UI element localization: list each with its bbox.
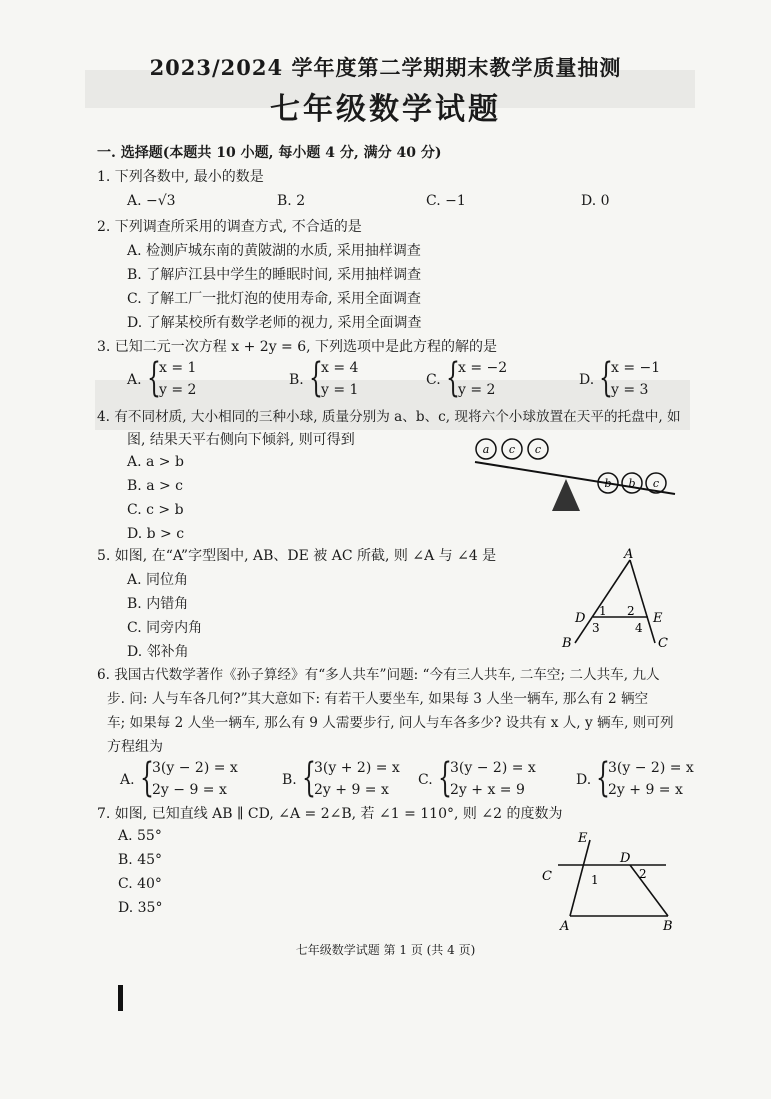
q7-stem: 7. 如图, 已知直线 AB ∥ CD, ∠A = 2∠B, 若 ∠1 = 110°, 则 ∠2 的度数为 [97, 806, 563, 822]
line-AE [570, 840, 590, 916]
angle-4: 4 [635, 621, 643, 635]
system-line: 3(y − 2) = x [152, 760, 238, 776]
label-C: C [542, 869, 552, 884]
system-line: 3(y − 2) = x [608, 760, 694, 776]
q5-option-a: A. 同位角 [127, 572, 189, 588]
q6-line2: 步. 问: 人与车各几何?”其大意如下: 有若干人要坐车, 如果每 3 人坐一辆车, 那么有 2 辆空 [107, 691, 649, 707]
system-line: 2y − 9 = x [152, 782, 227, 798]
parallel-lines-figure [538, 828, 688, 934]
system-line: x = 1 [159, 360, 197, 376]
brace-icon: { [438, 755, 452, 801]
system-line: 2y + 9 = x [314, 782, 389, 798]
angle-2: 2 [639, 867, 647, 881]
q6-option-c [418, 755, 558, 804]
q6-line4: 方程组为 [107, 739, 163, 755]
angle-1: 1 [599, 604, 607, 618]
exam-title-line2: 七年级数学试题 [270, 92, 501, 127]
staple-mark [118, 985, 123, 1011]
exam-title-line1: 2023/2024 学年度第二学期期末教学质量抽测 [149, 55, 622, 80]
q6-line1: 6. 我国古代数学著作《孙子算经》有“多人共车”问题: “今有三人共车, 二车空; 二人共车, 九人 [97, 667, 660, 683]
ball-label: b [628, 477, 636, 490]
scale-beam [475, 462, 675, 494]
q5-option-b: B. 内错角 [127, 596, 189, 612]
q3-stem: 3. 已知二元一次方程 x + 2y = 6, 下列选项中是此方程的解的是 [97, 339, 498, 355]
q6-option-a [120, 755, 260, 804]
ball-label: c [652, 477, 660, 490]
ball-label: b [604, 477, 612, 490]
balance-scale-figure [470, 432, 680, 514]
q3-option-b [289, 355, 409, 404]
left-pan-balls [476, 439, 548, 459]
q3-option-c [426, 355, 546, 404]
system-line: x = −2 [458, 360, 508, 376]
option-label: B. [282, 772, 297, 788]
option-label: A. [127, 372, 142, 388]
label-B: B [663, 919, 673, 934]
q7-option-c: C. 40° [118, 876, 162, 892]
label-E: E [653, 611, 663, 626]
page-footer: 七年级数学试题 第 1 页 (共 4 页) [295, 943, 476, 957]
system-line: y = 1 [321, 382, 359, 398]
q4-option-c: C. c > b [127, 502, 184, 518]
q5-stem: 5. 如图, 在“A”字型图中, AB、DE 被 AC 所截, 则 ∠A 与 ∠4 是 [97, 548, 497, 564]
system-line: x = −1 [611, 360, 661, 376]
label-A: A [624, 548, 634, 562]
scale-fulcrum [552, 479, 580, 511]
q4-option-b: B. a > c [127, 478, 184, 494]
angle-3: 3 [592, 621, 600, 635]
q4-option-a: A. a > b [127, 454, 184, 470]
q2-option-b: B. 了解庐江县中学生的睡眠时间, 采用抽样调查 [127, 267, 422, 283]
brace-icon: { [309, 355, 323, 401]
ball-label: a [482, 443, 490, 456]
angle-2: 2 [627, 604, 635, 618]
label-C: C [658, 636, 668, 650]
brace-icon: { [147, 355, 161, 401]
system-line: 3(y − 2) = x [450, 760, 536, 776]
q1-option-d: D. 0 [581, 193, 610, 209]
a-shape-figure [555, 548, 675, 650]
label-D: D [575, 611, 586, 626]
q6-option-b [282, 755, 422, 804]
q2-option-a: A. 检测庐城东南的黄陂湖的水质, 采用抽样调查 [127, 243, 421, 259]
option-label: A. [120, 772, 135, 788]
q7-option-b: B. 45° [118, 852, 163, 868]
q4-option-d: D. b > c [127, 526, 185, 542]
label-A: A [560, 919, 570, 934]
q2-option-c: C. 了解工厂一批灯泡的使用寿命, 采用全面调查 [127, 291, 422, 307]
brace-icon: { [302, 755, 316, 801]
system-line: 2y + 9 = x [608, 782, 683, 798]
q6-line3: 车; 如果每 2 人坐一辆车, 那么有 9 人需要步行, 问人与车各多少? 设共有 x 人, y 辆车, 则可列 [107, 715, 674, 731]
q5-option-d: D. 邻补角 [127, 644, 189, 660]
q5-option-c: C. 同旁内角 [127, 620, 203, 636]
q1-option-a: A. −√3 [127, 193, 176, 209]
brace-icon: { [596, 755, 610, 801]
q4-stem-line1: 4. 有不同材质, 大小相同的三种小球, 质量分别为 a、b、c, 现将六个小球放置在天平的托盘中, 如 [97, 409, 681, 425]
brace-icon: { [599, 355, 613, 401]
segment-AB [575, 560, 630, 643]
brace-icon: { [446, 355, 460, 401]
q7-option-a: A. 55° [118, 828, 162, 844]
system-line: 2y + x = 9 [450, 782, 525, 798]
q2-option-d: D. 了解某校所有数学老师的视力, 采用全面调查 [127, 315, 422, 331]
angle-1: 1 [591, 873, 599, 887]
ball-label: c [508, 443, 516, 456]
q1-option-c: C. −1 [426, 193, 466, 209]
system-line: x = 4 [321, 360, 359, 376]
option-label: D. [576, 772, 592, 788]
option-label: C. [418, 772, 433, 788]
ball-label: c [534, 443, 542, 456]
option-label: C. [426, 372, 441, 388]
q3-option-d [579, 355, 699, 404]
q2-stem: 2. 下列调查所采用的调查方式, 不合适的是 [97, 219, 362, 235]
system-line: y = 2 [159, 382, 197, 398]
line-BD [630, 865, 668, 916]
q3-option-a [127, 355, 247, 404]
system-line: 3(y + 2) = x [314, 760, 400, 776]
label-D: D [620, 851, 631, 866]
brace-icon: { [140, 755, 154, 801]
label-E: E [578, 831, 588, 846]
q1-option-b: B. 2 [277, 193, 306, 209]
system-line: y = 3 [611, 382, 649, 398]
section-heading: 一. 选择题(本题共 10 小题, 每小题 4 分, 满分 40 分) [97, 145, 442, 161]
q7-option-d: D. 35° [118, 900, 163, 916]
option-label: B. [289, 372, 304, 388]
system-line: y = 2 [458, 382, 496, 398]
q1-stem: 1. 下列各数中, 最小的数是 [97, 169, 264, 185]
q4-stem-line2: 图, 结果天平右侧向下倾斜, 则可得到 [127, 432, 355, 448]
q6-option-d [576, 755, 716, 804]
option-label: D. [579, 372, 595, 388]
label-B: B [562, 636, 572, 650]
